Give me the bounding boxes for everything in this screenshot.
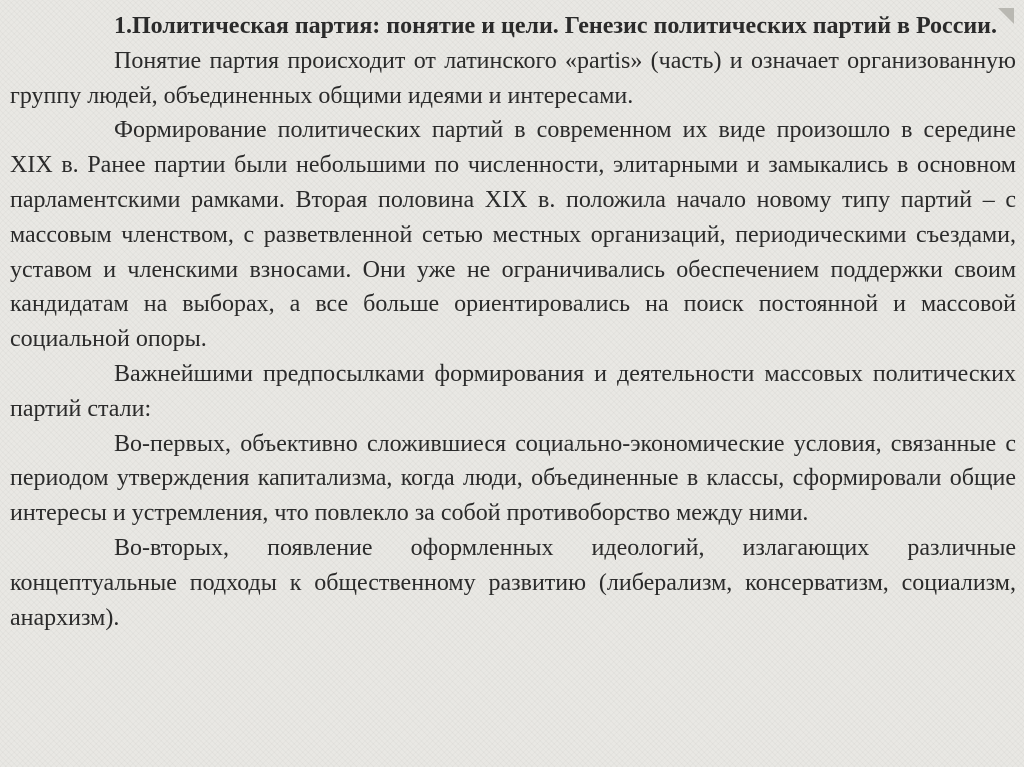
paragraph-prerequisites: Важнейшими предпосылками формирования и деятельности массовых политических партий стали:	[10, 360, 1016, 422]
paragraph-first-condition: Во-первых, объективно сложившиеся социально-экономические условия, связанные с периодом утверждения капитализма, когда люди, объединенные в классы, сформировали общие интересы и устремления, что повлекло за собой противоборство между ними.	[10, 430, 1016, 527]
slide-body	[10, 9, 1016, 635]
slide-title: 1.Политическая партия: понятие и цели. Генезис политических партий в России.	[114, 13, 998, 39]
paragraph-second-condition: Во-вторых, появление оформленных идеологий, излагающих различные концептуальные подходы к общественному развитию (либерализм, консерватизм, социализм, анархизм).	[10, 534, 1016, 631]
paragraph-definition: Понятие партия происходит от латинского «partis» (часть) и означает организованную группу людей, объединенных общими идеями и интересами.	[10, 47, 1016, 109]
paragraph-history: Формирование политических партий в современном их виде произошло в середине XIX в. Ранее партии были небольшими по численности, элитарными и замыкались в основном парламентскими рамками. Вторая половина XIX в. положила начало новому типу партий – с массовым членством, с разветвленной сетью местных организаций, периодическими съездами, уставом и членскими взносами. Они уже не ограничивались обеспечением поддержки своим кандидатам на выборах, а все больше ориентировались на поиск постоянной и массовой социальной опоры.	[10, 117, 1016, 353]
